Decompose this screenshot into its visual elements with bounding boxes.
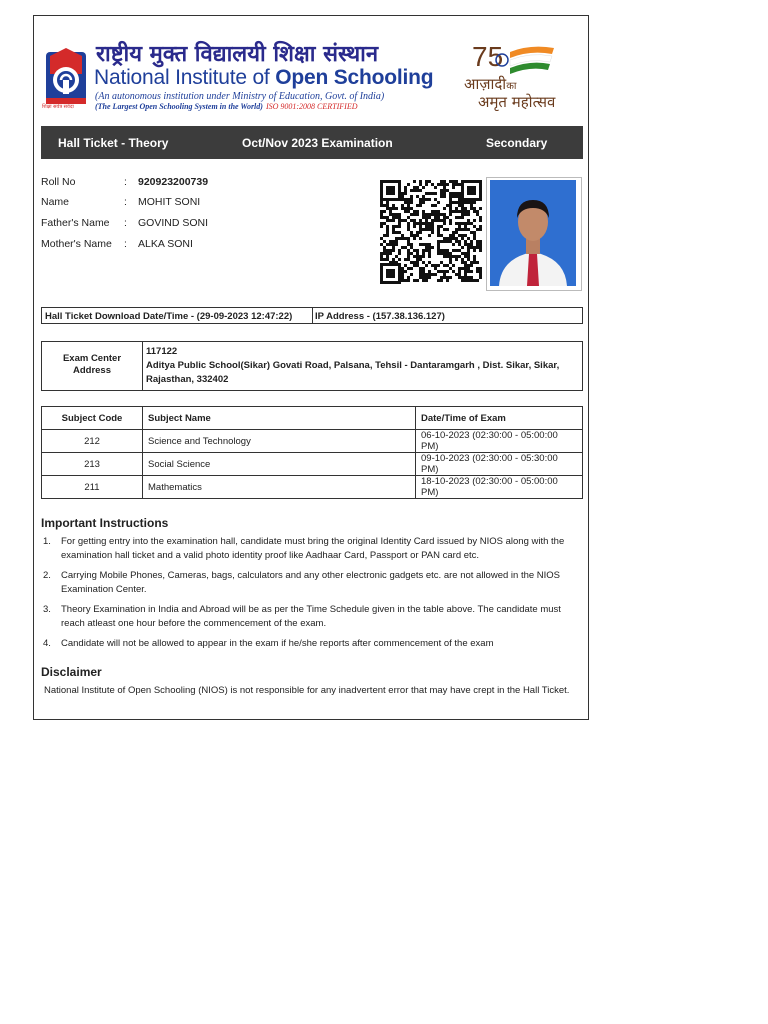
instruction-text: Candidate will not be allowed to appear in the exam if he/she reports after commencement of the exam — [61, 638, 494, 649]
subject-name: Science and Technology — [143, 430, 416, 453]
qr-code-icon — [380, 180, 482, 284]
azadi-text-line2: अमृत महोत्सव — [478, 93, 556, 111]
subtitle: (An autonomous institution under Ministry of Education, Govt. of India) — [95, 91, 385, 102]
ip-address: IP Address - (157.38.136.127) — [315, 311, 445, 322]
instruction-number: 2. — [43, 570, 51, 581]
table-row — [42, 430, 583, 453]
instruction-text: For getting entry into the examination hall, candidate must bring the original Identity Card issued by NIOS along with the examination hall ticket and a valid photo identity proof like Aadhaar Card, Passport or PAN card etc. — [61, 536, 565, 561]
father-label: Father's Name — [41, 217, 110, 229]
col-subject-name: Subject Name — [143, 407, 416, 430]
hall-ticket — [33, 15, 589, 720]
hindi-title: राष्ट्रीय मुक्त विद्यालयी शिक्षा संस्थान — [96, 42, 379, 67]
download-info-bar — [41, 307, 583, 324]
col-exam-datetime: Date/Time of Exam — [416, 407, 583, 430]
tagline: (The Largest Open Schooling System in the World) ISO 9001:2008 CERTIFIED — [95, 102, 358, 111]
header — [34, 16, 590, 126]
exam-center — [41, 341, 583, 391]
instruction-number: 4. — [43, 638, 51, 649]
name-label: Name — [41, 196, 70, 208]
instruction-item — [41, 603, 581, 631]
instruction-text: Theory Examination in India and Abroad will be as per the Time Schedule given in the table above. The candidate must reach atleast one hour before the commencement of the exam. — [61, 604, 561, 629]
subject-code: 213 — [42, 453, 143, 476]
colon: : — [124, 238, 127, 250]
roll-label: Roll No — [41, 176, 76, 188]
subject-table — [41, 406, 583, 499]
subject-name: Mathematics — [143, 476, 416, 499]
disclaimer-text: National Institute of Open Schooling (NIOS) is not responsible for any inadvertent error that may have crept in the Hall Ticket. — [44, 685, 570, 696]
candidate-photo — [486, 177, 582, 291]
exam-center-address — [146, 345, 576, 387]
exam-datetime: 09-10-2023 (02:30:00 - 05:30:00 PM) — [416, 453, 583, 476]
mother-label: Mother's Name — [41, 238, 112, 250]
center-code: 117122 — [146, 346, 178, 357]
father-value: GOVIND SONI — [138, 217, 209, 229]
roll-value: 920923200739 — [138, 176, 209, 188]
azadi-ka-amrit-mahotsav-logo — [464, 38, 574, 116]
exam-session: Oct/Nov 2023 Examination — [242, 136, 393, 150]
instruction-item — [41, 637, 581, 651]
instruction-item — [41, 569, 581, 597]
instruction-item — [41, 535, 581, 563]
instructions-heading: Important Instructions — [41, 516, 169, 530]
subject-name: Social Science — [143, 453, 416, 476]
photo-image — [487, 178, 579, 288]
ticket-type: Hall Ticket - Theory — [58, 136, 169, 150]
instructions-list — [41, 535, 581, 657]
svg-text:75: 75 — [472, 41, 504, 72]
title-bar — [41, 126, 583, 159]
exam-level: Secondary — [486, 136, 548, 150]
instruction-number: 1. — [43, 536, 51, 547]
exam-datetime: 06-10-2023 (02:30:00 - 05:00:00 PM) — [416, 430, 583, 453]
nios-logo-icon — [44, 44, 90, 112]
exam-datetime: 18-10-2023 (02:30:00 - 05:00:00 PM) — [416, 476, 583, 499]
col-subject-code: Subject Code — [42, 407, 143, 430]
subject-code: 212 — [42, 430, 143, 453]
table-row — [42, 453, 583, 476]
mother-value: ALKA SONI — [138, 238, 193, 250]
azadi-text-line1: आज़ादीका — [464, 75, 517, 93]
center-address: Aditya Public School(Sikar) Govati Road, Palsana, Tehsil - Dantaramgarh , Dist. Sikar, Sikar, Rajasthan, 332402 — [146, 360, 560, 385]
colon: : — [124, 217, 127, 229]
instruction-number: 3. — [43, 604, 51, 615]
exam-center-label: Exam Center Address — [42, 342, 143, 390]
colon: : — [124, 196, 127, 208]
download-datetime: Hall Ticket Download Date/Time - (29-09-2023 12:47:22) — [45, 311, 293, 322]
subject-code: 211 — [42, 476, 143, 499]
colon: : — [124, 176, 127, 188]
name-value: MOHIT SONI — [138, 196, 201, 208]
table-row — [42, 476, 583, 499]
logo-tagline: शिक्षा सर्वत्र सर्वदा — [42, 104, 74, 110]
english-title: National Institute of Open Schooling — [94, 66, 434, 89]
instruction-text: Carrying Mobile Phones, Cameras, bags, calculators and any other electronic gadgets etc. are not allowed in the NIOS Examination Center. — [61, 570, 561, 595]
azadi-75-icon — [464, 38, 574, 78]
table-header-row — [42, 407, 583, 430]
disclaimer-heading: Disclaimer — [41, 665, 102, 679]
